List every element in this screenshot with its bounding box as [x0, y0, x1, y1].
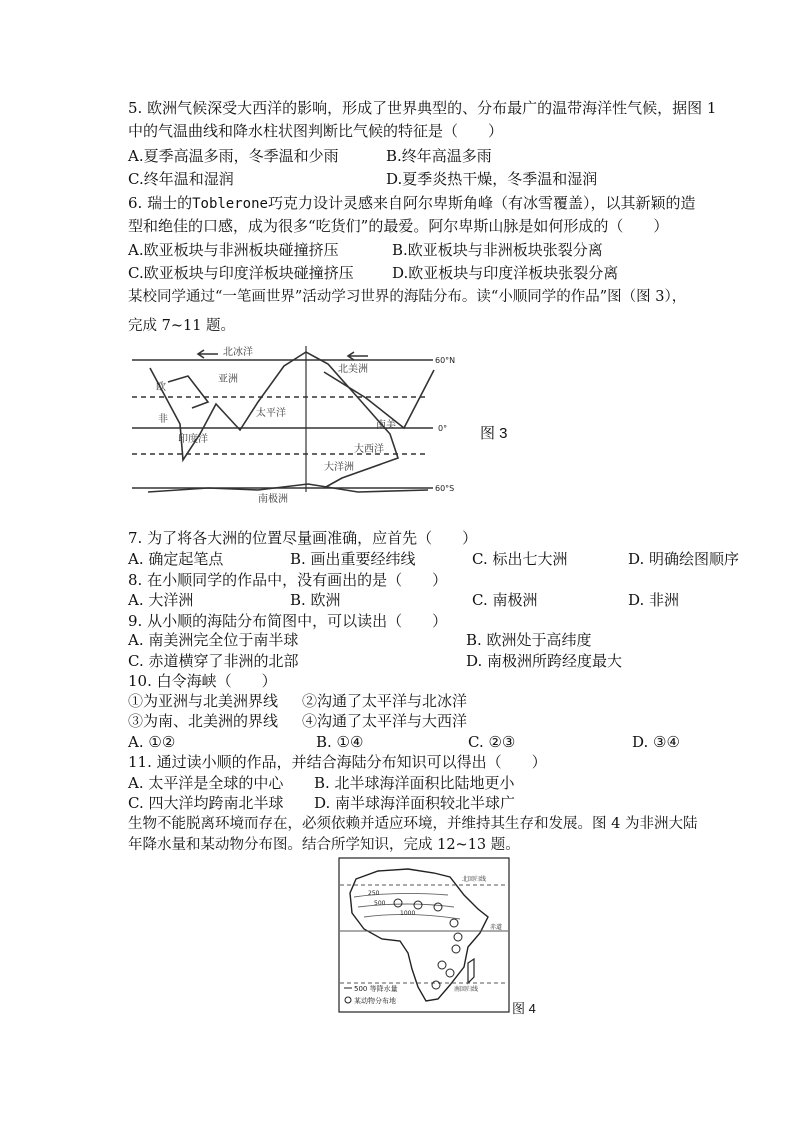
label-iso-250: 250 [368, 890, 380, 897]
fig3-label-fei: 非 [158, 414, 168, 425]
q5-stem-line1: 5. 欧洲气候深受大西洋的影响，形成了世界典型的、分布最广的温带海洋性气候，据图 1 [128, 99, 717, 117]
q5-option-b: B.终年高温多雨 [386, 147, 492, 165]
figure-4-caption: 图 4 [512, 1001, 536, 1016]
q6-option-a: A.欧亚板块与非洲板块碰撞挤压 [128, 241, 339, 259]
q6-option-d: D.欧亚板块与印度洋板块张裂分离 [392, 264, 619, 282]
fig3-label-yindu: 印度洋 [178, 434, 208, 445]
europe-outline [168, 376, 208, 408]
label-iso-1000: 1000 [400, 910, 416, 917]
q9-stem: 9. 从小顺的海陆分布简图中，可以读出（ ） [128, 612, 448, 630]
label-equator: 赤道 [490, 924, 503, 931]
q8-option-d: D. 非洲 [628, 591, 680, 609]
fig3-label-nanmei: 南美 [376, 420, 396, 431]
q8-stem: 8. 在小顺同学的作品中，没有画出的是（ ） [128, 571, 448, 589]
q9-option-a: A. 南美洲完全位于南半球 [128, 631, 299, 649]
q10-option-b: B. ①④ [316, 733, 364, 751]
q7-option-a: A. 确定起笔点 [128, 550, 224, 568]
q6-option-b: B.欧亚板块与非洲板块张裂分离 [392, 241, 603, 259]
q6-stem-post: 巧克力设计灵感来自阿尔卑斯角峰（有冰雪覆盖），以其新颖的造 [267, 194, 696, 212]
q10-option-a: A. ①② [128, 733, 176, 751]
fig3-label-dayang: 大洋洲 [324, 462, 354, 473]
q6-stem-line1 [128, 193, 695, 214]
q9-option-d: D. 南极洲所跨经度最大 [466, 652, 623, 670]
q10-statement-2: ②沟通了太平洋与北冰洋 [302, 692, 468, 710]
q9-option-c: C. 赤道横穿了非洲的北部 [128, 652, 299, 670]
fig3-label-nanji: 南极洲 [258, 494, 288, 505]
q11-option-c: C. 四大洋均跨南北半球 [128, 794, 284, 812]
arrow-2 [348, 352, 368, 360]
q6-stem-brand: Toblerone [192, 196, 268, 212]
q7-option-b: B. 画出重要经纬线 [290, 550, 416, 568]
fig3-lat-0: 0° [438, 424, 448, 433]
arrow-1 [198, 350, 218, 358]
q5-option-a: A.夏季高温多雨，冬季温和少雨 [128, 147, 339, 165]
legend-distribution: 某动物分布地 [354, 997, 396, 1005]
label-iso-500: 500 [374, 900, 386, 907]
q10-option-d: D. ③④ [632, 733, 680, 751]
figure-4-africa-map [338, 857, 510, 1013]
fig3-label-ya: 亚洲 [218, 374, 238, 385]
q6-stem-line2: 型和绝佳的口感，成为很多“吃货们”的最爱。阿尔卑斯山脉是如何形成的（ ） [128, 217, 669, 235]
q10-statement-4: ④沟通了太平洋与大西洋 [302, 712, 468, 730]
q11-stem: 11. 通过读小顺的作品，并结合海陆分布知识可以得出（ ） [128, 753, 547, 771]
q7-option-c: C. 标出七大洲 [472, 550, 568, 568]
legend-isohyet: 500 等降水量 [354, 985, 398, 993]
label-tropic-n: 北回归线 [462, 876, 487, 883]
q10-statement-3: ③为南、北美洲的界线 [128, 712, 279, 730]
q10-statement-1: ①为亚洲与北美洲界线 [128, 692, 279, 710]
intro-7-11-line1: 某校同学通过“一笔画世界”活动学习世界的海陆分布。读“小顺同学的作品”图（图 3）， [128, 289, 687, 305]
q5-option-d: D.夏季炎热干燥，冬季温和湿润 [386, 170, 598, 188]
label-tropic-s: 南回归线 [454, 986, 479, 993]
fig3-label-daxi: 大西洋 [354, 444, 384, 455]
fig3-label-beibing: 北冰洋 [223, 347, 253, 358]
figure-3-caption: 图 3 [480, 425, 508, 442]
q5-stem-line2: 中的气温曲线和降水柱状图判断比气候的特征是（ ） [128, 122, 504, 140]
intro-12-13-line1: 生物不能脱离环境而存在，必须依赖并适应环境，并维持其生存和发展。图 4 为非洲大陆 [128, 816, 698, 832]
q6-stem-pre: 6. 瑞士的 [128, 194, 193, 212]
fig3-lat-60n: 60°N [435, 356, 456, 365]
q7-stem: 7. 为了将各大洲的位置尽量画准确，应首先（ ） [128, 529, 478, 547]
fig3-label-beimei: 北美洲 [338, 364, 368, 375]
fig3-label-taiping: 太平洋 [256, 408, 286, 419]
q8-option-a: A. 大洋洲 [128, 591, 194, 609]
q5-option-c: C.终年温和湿润 [128, 170, 234, 188]
intro-12-13-line2: 年降水量和某动物分布图。结合所学知识，完成 12~13 题。 [128, 837, 520, 853]
q10-stem: 10. 白令海峡（ ） [128, 672, 277, 690]
q7-option-d: D. 明确绘图顺序 [628, 550, 740, 568]
q8-option-b: B. 欧洲 [290, 591, 341, 609]
q11-option-d: D. 南半球海洋面积较北半球广 [314, 794, 516, 812]
q8-option-c: C. 南极洲 [472, 591, 538, 609]
q9-option-b: B. 欧洲处于高纬度 [466, 631, 592, 649]
q11-option-a: A. 太平洋是全球的中心 [128, 774, 284, 792]
q10-option-c: C. ②③ [468, 733, 516, 751]
q6-option-c: C.欧亚板块与印度洋板块碰撞挤压 [128, 264, 354, 282]
fig3-label-ou: 欧 [156, 382, 166, 393]
figure-3-world-sketch [128, 342, 473, 507]
q11-option-b: B. 北半球海洋面积比陆地更小 [314, 774, 515, 792]
intro-7-11-line2: 完成 7~11 题。 [128, 318, 236, 334]
fig3-lat-60s: 60°S [435, 484, 455, 493]
